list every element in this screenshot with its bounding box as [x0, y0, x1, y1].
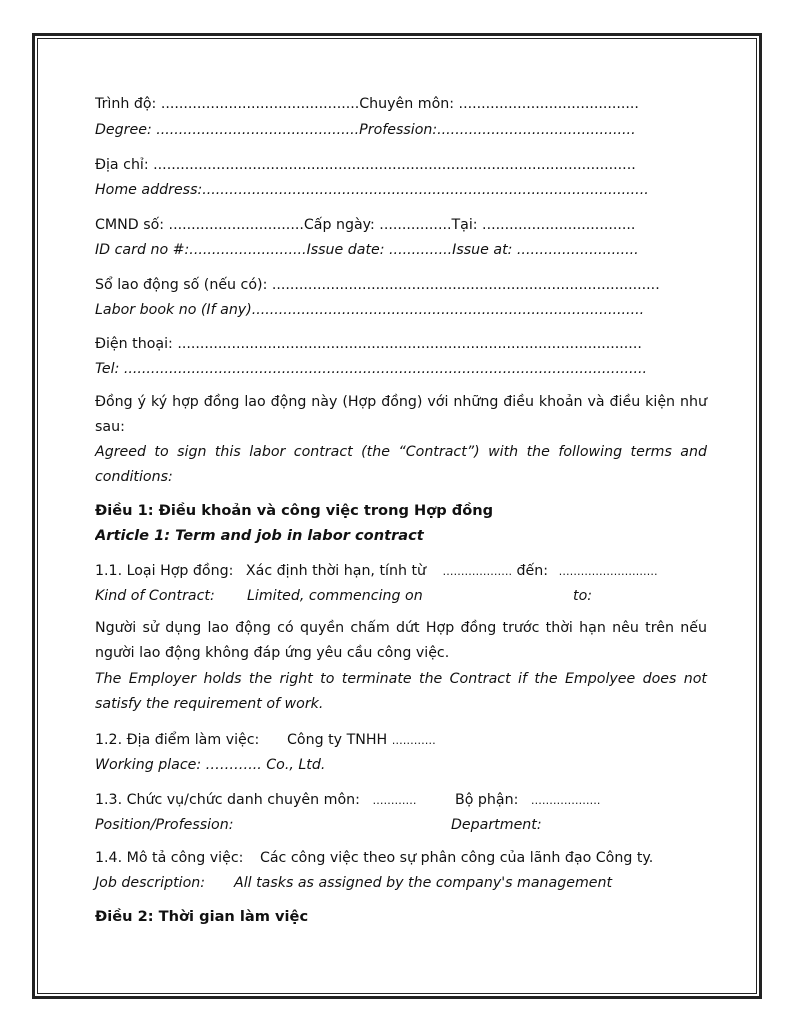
department-en-label: Department: — [451, 817, 542, 833]
work-place-vi — [95, 730, 707, 750]
department-vi — [455, 790, 600, 811]
job-desc-vi — [95, 848, 707, 868]
agreement-vi: Đồng ý ký hợp đồng lao động này (Hợp đồng) với những điều khoản và điều kiện như sau: — [95, 394, 707, 435]
address-vi-line: Địa chỉ: ........................................................................................................... — [95, 157, 636, 173]
id-en-line: ID card no #:..........................Issue date: ..............Issue at: ........................... — [95, 242, 639, 258]
contract-type-vi — [95, 561, 707, 582]
agreement-en: Agreed to sign this labor contract (the “Contract”) with the following terms and conditions: — [95, 444, 707, 485]
termination-en: The Employer holds the right to terminate the Contract if the Empolyee does not satisfy the requirement of work. — [95, 671, 707, 712]
degree-vi-line: Trình độ: ............................................Chuyên môn: ........................................ — [95, 96, 639, 112]
article1-title-en: Article 1: Term and job in labor contract — [95, 527, 424, 544]
job-desc-value: Các công việc theo sự phân công của lãnh đạo Công ty. — [259, 850, 654, 866]
termination-vi: Người sử dụng lao động có quyền chấm dứt Hợp đồng trước thời hạn nêu trên nếu người lao động không đáp ứng yêu cầu công việc. — [95, 620, 707, 661]
contract-type-en-to: to: — [573, 588, 593, 604]
job-desc-en — [95, 873, 707, 893]
work-place-company: Công ty TNHH — [287, 732, 388, 748]
work-place-label: 1.2. Địa điểm làm việc: — [95, 732, 260, 748]
contract-end-dots: ……………………… — [558, 565, 658, 578]
work-place-value — [287, 730, 436, 751]
contract-type-en-value: Limited, commencing on — [247, 588, 423, 604]
job-desc-en-value: All tasks as assigned by the company's management — [234, 875, 613, 891]
contract-type-value: Xác định thời hạn, tính từ — [245, 563, 427, 579]
contract-to-label: đến: — [516, 563, 549, 579]
contract-type-en-label: Kind of Contract: — [95, 588, 215, 604]
job-desc-label: 1.4. Mô tả công việc: — [95, 850, 244, 866]
contract-type-en — [95, 586, 707, 606]
phone-en-line: Tel: .................................................................................................................... — [95, 361, 648, 377]
position-en-label: Position/Profession: — [95, 817, 234, 833]
degree-en-line: Degree: .............................................Profession:............................................ — [95, 122, 636, 138]
contract-type-label: 1.1. Loại Hợp đồng: — [95, 563, 234, 579]
position-dots: ………… — [372, 794, 417, 807]
job-desc-en-label: Job description: — [95, 875, 206, 891]
position-vi — [95, 790, 707, 811]
labor-book-en-line: Labor book no (If any)....................................................................................... — [95, 302, 645, 318]
work-place-dots: ………… — [391, 734, 436, 747]
department-dots: ………………. — [530, 794, 601, 807]
contract-start-dots: ………………. — [442, 565, 513, 578]
address-en-line: Home address:................................................................................................... — [95, 182, 649, 198]
article2-title-vi: Điều 2: Thời gian làm việc — [95, 908, 309, 925]
department-label: Bộ phận: — [455, 792, 519, 808]
position-en — [95, 815, 707, 835]
phone-vi-line: Điện thoại: ....................................................................................................... — [95, 336, 642, 352]
position-label: 1.3. Chức vụ/chức danh chuyên môn: — [95, 792, 360, 808]
work-place-en: Working place: ………... Co., Ltd. — [95, 757, 326, 773]
labor-book-vi-line: Sổ lao động số (nếu có): ...................................................................................... — [95, 277, 660, 293]
id-vi-line: CMND số: ..............................Cấp ngày: ................Tại: .................................. — [95, 217, 636, 233]
article1-title-vi: Điều 1: Điều khoản và công việc trong Hợp đồng — [95, 502, 494, 519]
